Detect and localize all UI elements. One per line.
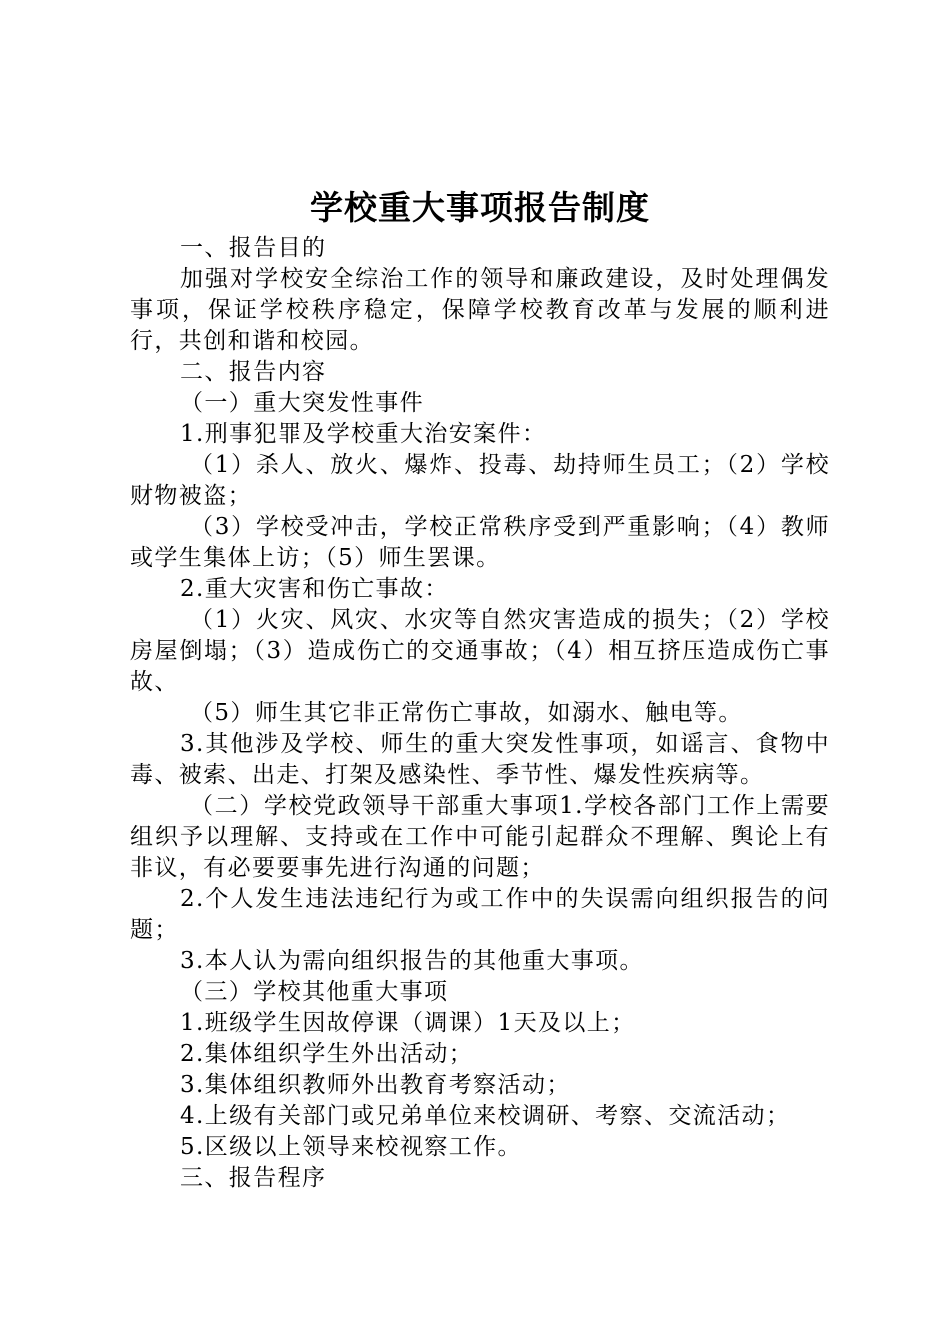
list-item-leader-other: 3.本人认为需向组织报告的其他重大事项。 [180, 948, 644, 974]
list-item-criminal-details-1: （1）杀人、放火、爆炸、投毒、劫持师生员工；（2）学校财物被盗； [130, 452, 830, 509]
list-item-teacher-outing: 3.集体组织教师外出教育考察活动； [180, 1072, 571, 1098]
list-item-student-outing: 2.集体组织学生外出活动； [180, 1041, 474, 1067]
list-item-disasters: 2.重大灾害和伤亡事故： [180, 576, 449, 602]
section-heading-purpose: 一、报告目的 [180, 235, 327, 261]
subsection-heading-emergencies: （一）重大突发性事件 [180, 390, 424, 416]
document-body [130, 233, 830, 1194]
subsection-heading-leaders: （二）学校党政领导干部重大事项1.学校各部门工作上需要组织予以理解、支持或在工作中可能引起群众不理解、舆论上有非议，有必要要事先进行沟通的问题； [130, 793, 830, 881]
section-heading-content: 二、报告内容 [180, 359, 327, 385]
document-title: 学校重大事项报告制度 [310, 188, 650, 227]
list-item-other-emergencies: 3.其他涉及学校、师生的重大突发性事项，如谣言、食物中毒、被索、出走、打架及感染性、季节性、爆发性疾病等。 [130, 731, 830, 788]
list-item-disaster-details-1: （1）火灾、风灾、水灾等自然灾害造成的损失；（2）学校房屋倒塌；（3）造成伤亡的交通事故；（4）相互挤压造成伤亡事故、 [130, 607, 830, 695]
list-item-visits: 4.上级有关部门或兄弟单位来校调研、考察、交流活动； [180, 1103, 791, 1129]
list-item-leader-inspection: 5.区级以上领导来校视察工作。 [180, 1134, 522, 1160]
subsection-heading-other-matters: （三）学校其他重大事项 [180, 979, 449, 1005]
list-item-class-suspension: 1.班级学生因故停课（调课）1天及以上； [180, 1010, 636, 1036]
list-item-disaster-details-2: （5）师生其它非正常伤亡事故，如溺水、触电等。 [190, 700, 743, 726]
paragraph-purpose: 加强对学校安全综治工作的领导和廉政建设，及时处理偶发事项，保证学校秩序稳定，保障学校教育改革与发展的顺利进行，共创和谐和校园。 [130, 266, 830, 354]
list-item-leader-violations: 2.个人发生违法违纪行为或工作中的失误需向组织报告的问题； [130, 886, 830, 943]
list-item-criminal-details-2: （3）学校受冲击，学校正常秩序受到严重影响；（4）教师或学生集体上访；（5）师生罢课。 [130, 514, 830, 571]
section-heading-procedure: 三、报告程序 [180, 1165, 327, 1191]
list-item-criminal-cases: 1.刑事犯罪及学校重大治安案件： [180, 421, 547, 447]
